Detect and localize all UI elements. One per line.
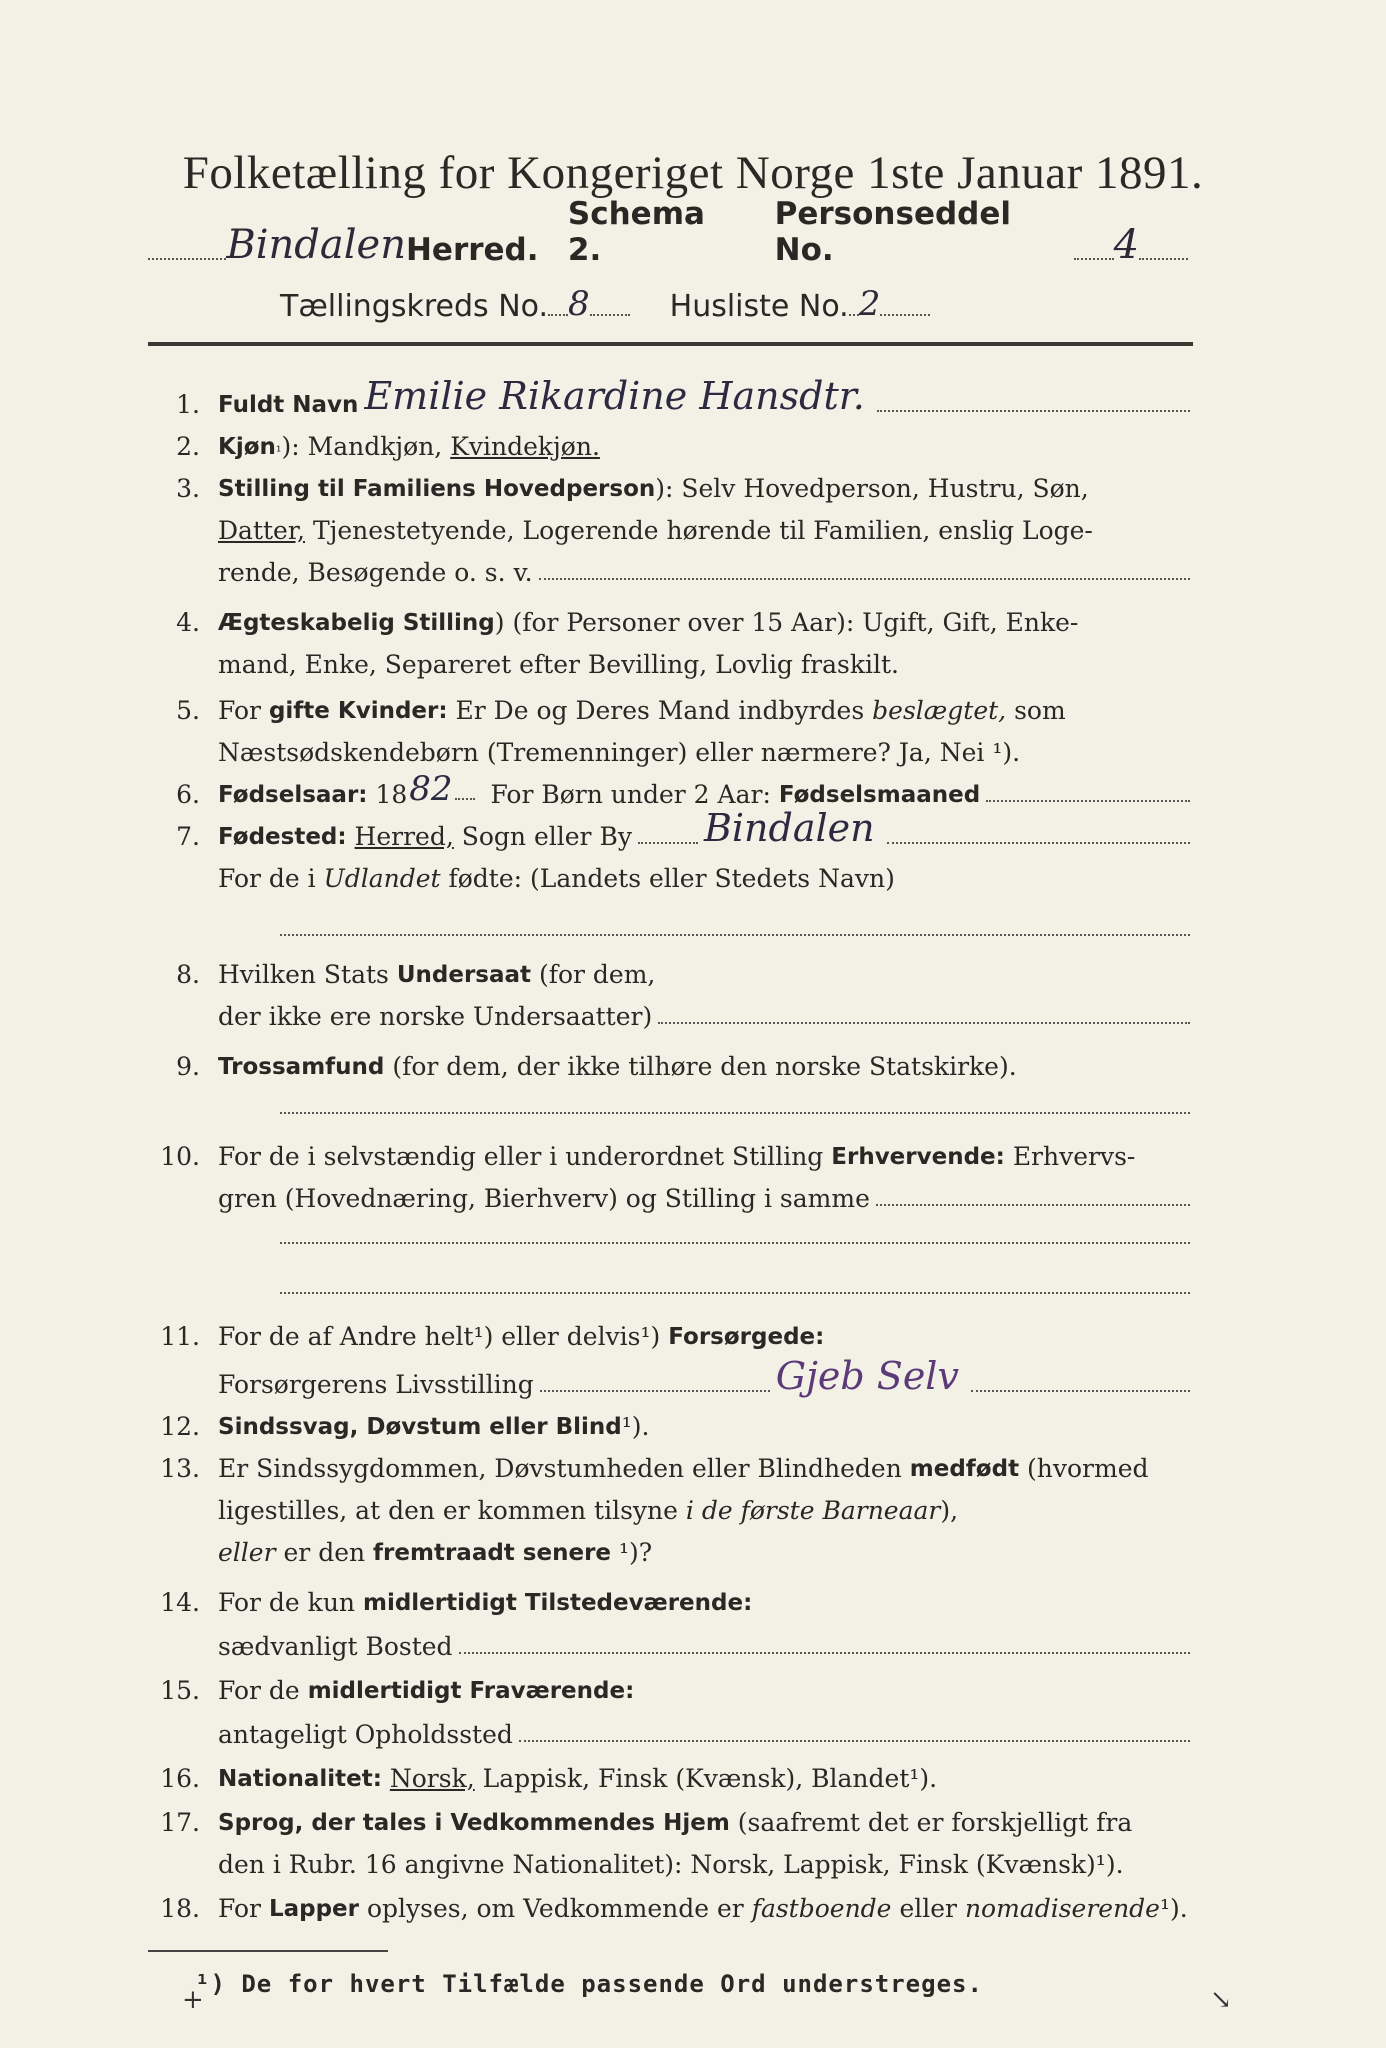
footnote-rule [148,1950,388,1952]
husliste-label: Husliste No. [669,289,849,324]
pencil-mark: + [182,1985,204,2015]
taellingskreds-value[interactable]: 8 [568,284,590,324]
question-12: 12. Sindssvag, Døvstum eller Blind ¹). [160,1411,650,1441]
header-rule [148,342,1193,346]
birthplace-value[interactable]: Bindalen [703,806,875,851]
question-15: 15. For de midlertidigt Fraværende: [160,1675,635,1705]
herred-value[interactable]: Bindalen [226,222,406,268]
question-18: 18. For Lapper oplyses, om Vedkommende er fastboende eller nomadiserende ¹). [160,1893,1188,1923]
question-13: 13. Er Sindssygdommen, Døvstumheden eller Blindheden medfødt (hvormed [160,1453,1149,1483]
question-4: 4. Ægteskabelig Stilling ) (for Personer over 15 Aar): Ugift, Gift, Enke- [176,607,1079,637]
question-14: 14. For de kun midlertidigt Tilstedeværende: [160,1587,753,1617]
question-6: 6. Fødselsaar: 18 82 For Børn under 2 Aar: Fødselsmaaned [140,768,1190,808]
personseddel-label: Personseddel No. [774,196,1012,268]
husliste-value[interactable]: 2 [858,284,881,324]
question-2: 2. Kjøn ¹ ): Mandkjøn, Kvindekjøn. [176,431,600,461]
header-line-2 [280,278,1100,324]
nationality-selected[interactable]: Norsk, [389,1763,475,1793]
question-17: 17. Sprog, der tales i Vedkommendes Hjem (saafremt det er forskjelligt fra [160,1807,1133,1837]
question-11: 11. For de af Andre helt¹) eller delvis¹) Forsørgede: [160,1321,825,1351]
header-line-1 [148,196,1188,268]
full-name-value[interactable]: Emilie Rikardine Hansdtr. [364,374,865,419]
question-1: 1. Fuldt Navn Emilie Rikardine Hansdtr. [140,378,1190,418]
birth-year-value[interactable]: 82 [409,768,453,809]
question-8: 8. Hvilken Stats Undersaat (for dem, [176,959,656,989]
gender-selected[interactable]: Kvindekjøn. [450,431,600,461]
question-7: 7. Fødested: Herred, Sogn eller By Bindalen [140,810,1190,850]
herred-label: Herred. [405,232,539,268]
personseddel-value[interactable]: 4 [1113,222,1140,268]
question-9: 9. Trossamfund (for dem, der ikke tilhøre den norske Statskirke). [176,1051,1017,1081]
provider-value[interactable]: Gjeb Selv [775,1354,959,1399]
pencil-mark: ↘ [1210,1985,1232,2015]
birthplace-selected[interactable]: Herred, [354,821,454,851]
question-10: 10. For de i selvstændig eller i underordnet Stilling Erhvervende: Erhvervs- [160,1141,1136,1171]
taellingskreds-label: Tællingskreds No. [280,289,548,324]
footnote: ¹) De for hvert Tilfælde passende Ord understreges. [195,1970,983,1998]
census-form: Folketælling for Kongeriget Norge 1ste Januar 1891. Bindalen Herred. Schema 2. Personseddel No. 4 Tællingskreds No. 8 Husliste No. 2 1. Fuldt Navn Emilie Rikardine Hansdtr. 2. Kjøn ¹ ): Mandkjøn, Kvindekjøn. 3. Stilling til Familiens Hovedperson ): Selv Hovedperson, Hustru, Søn, Datter, Tjenestetyende, Logerende hørende til Familien, enslig Loge- rende, Besøgende o. s. v. 4. Ægteskabelig Stilling ) (for Personer over 15 Aar): Ugift, Gift, Enke- mand, Enke, Separeret efter Bevilling, Lovlig fraskilt. 5. For gifte Kvinder: Er De og Deres Mand indbyrdes beslægtet, som Næstsødskendebørn (Tremenninger) eller nærmere? Ja, Nei ¹). 6. Fødselsaar: 18 82 For Børn under 2 Aar: Fødselsmaaned 7. Fødested: Herred, Sogn eller By Bindalen For de i Udlandet fødte: (Landets eller Stedets Navn) 8. Hvilken Stats Undersaat (for dem, der ikke ere norske Undersaatter) 9. Trossamfund (for dem, der ikke tilhøre den norske Statskirke). 10. For de i selvstændig eller i underordnet Stilling Erhvervende: Erhvervs- gren (Hovednæring, Bierhverv) og Stilling i samme 11. For de af Andre helt¹) eller delvis¹) Forsørgede: Forsørgerens Livsstilling Gjeb Selv 12. Sindssvag, Døvstum eller Blind ¹). 13. Er Sindssygdommen, Døvstumheden eller Blindheden medfødt (hvormed ligestilles, at den er kommen tilsyne i de første Barneaar ), eller er den fremtraadt senere ¹)? 14. For de kun midlertidigt Tilstedeværende: sædvanligt Bosted 15. For de midlertidigt Fraværende: antageligt Opholdssted 16. Nationalitet: Norsk, Lappisk, Finsk (Kvænsk), Blandet¹). 17. Sprog, der tales i Vedkommendes Hjem (saafremt det er forskjelligt fra den i Rubr. 16 angivne Nationalitet): Norsk, Lappisk, Finsk (Kvænsk)¹). 18. For Lapper oplyses, om Vedkommende er fastboende eller nomadiserende ¹). ¹) De for hvert Tilfælde passende Ord understreges. + ↘ [0,0,1386,2048]
question-3: 3. Stilling til Familiens Hovedperson ): Selv Hovedperson, Hustru, Søn, [176,473,1089,503]
form-title: Folketælling for Kongeriget Norge 1ste Januar 1891. [182,147,1204,199]
schema-label: Schema 2. [567,196,705,268]
question-16: 16. Nationalitet: Norsk, Lappisk, Finsk (Kvænsk), Blandet¹). [160,1763,938,1793]
question-5: 5. For gifte Kvinder: Er De og Deres Mand indbyrdes beslægtet, som [176,695,1066,725]
position-selected[interactable]: Datter, [218,515,305,545]
